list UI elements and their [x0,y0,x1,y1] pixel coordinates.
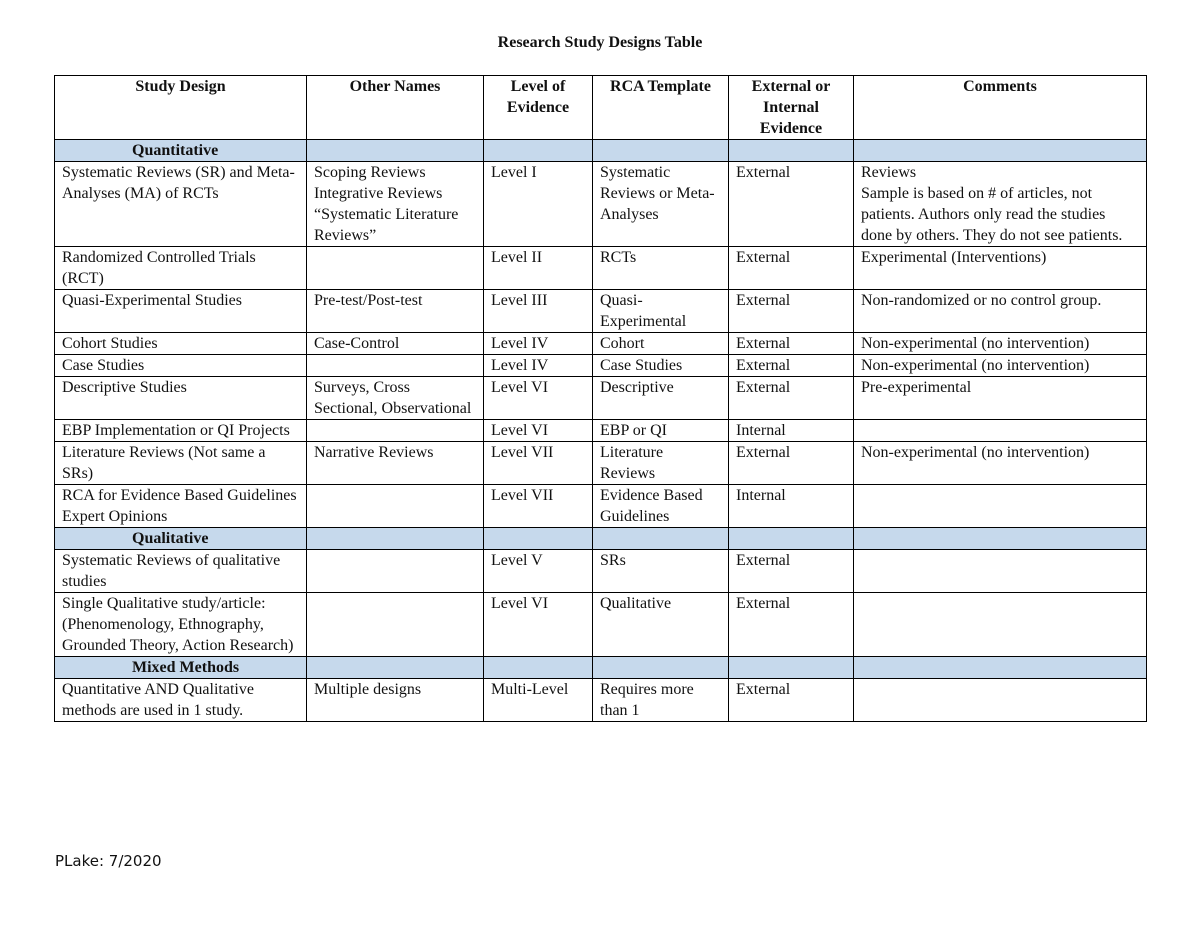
cell-other-names [307,162,484,247]
cell-comments [854,333,1147,355]
cell-rca-template: Quasi-Experimental [593,290,729,333]
cell-rca-template: Evidence Based Guidelines [593,485,729,528]
table-row [55,420,1147,442]
cell-comments [854,162,1147,247]
cell-evidence-source: External [729,679,854,722]
table-row [55,550,1147,593]
cell-rca-template: RCTs [593,247,729,290]
table-row [55,162,1147,247]
cell-comments [854,377,1147,420]
section-row [55,657,1147,679]
cell-rca-template: Literature Reviews [593,442,729,485]
cell-level: Level III [484,290,593,333]
study-designs-table [54,75,1147,722]
cell-rca-template: Systematic Reviews or Meta-Analyses [593,162,729,247]
table-body [55,140,1147,722]
section-fill-cell [729,140,854,162]
table-row [55,377,1147,420]
cell-other-names-line: Surveys, Cross Sectional, Observational [314,379,472,417]
cell-study-design: Descriptive Studies [55,377,307,420]
cell-study-design: Quantitative AND Qualitative methods are used in 1 study. [55,679,307,722]
section-fill-cell [854,528,1147,550]
cell-other-names [307,442,484,485]
cell-comments-line: Non-randomized or no control group. [861,292,1102,309]
section-fill-cell [307,140,484,162]
cell-rca-template: Cohort [593,333,729,355]
cell-comments [854,679,1147,722]
section-fill-cell [484,657,593,679]
table-row [55,290,1147,333]
cell-level: Level IV [484,355,593,377]
header-external-internal: External or Internal Evidence [729,76,854,140]
cell-rca-template: Requires more than 1 [593,679,729,722]
cell-evidence-source: External [729,550,854,593]
cell-other-names-line: “Systematic Literature Reviews” [314,206,459,244]
section-row [55,528,1147,550]
cell-rca-template: SRs [593,550,729,593]
cell-other-names [307,333,484,355]
cell-level: Level V [484,550,593,593]
cell-other-names-line: Narrative Reviews [314,444,434,461]
cell-study-design: RCA for Evidence Based Guidelines Expert Opinions [55,485,307,528]
cell-rca-template: Case Studies [593,355,729,377]
section-row [55,140,1147,162]
cell-evidence-source: External [729,442,854,485]
cell-comments-line: Non-experimental (no intervention) [861,357,1090,374]
cell-level: Level IV [484,333,593,355]
section-fill-cell [729,528,854,550]
cell-level: Level I [484,162,593,247]
cell-evidence-source: External [729,162,854,247]
table-row [55,485,1147,528]
cell-comments [854,485,1147,528]
cell-comments [854,355,1147,377]
section-label: Mixed Methods [55,657,307,679]
footer-author-date: PLake: 7/2020 [55,852,162,870]
cell-other-names-line: Case-Control [314,335,400,352]
cell-rca-template: EBP or QI [593,420,729,442]
section-fill-cell [307,528,484,550]
section-fill-cell [593,657,729,679]
cell-comments-line: Sample is based on # of articles, not patients. Authors only read the studies done by others. They do not see patients. [861,185,1123,244]
cell-comments-line: Reviews [861,164,917,181]
table-row [55,593,1147,657]
header-comments: Comments [854,76,1147,140]
table-row [55,355,1147,377]
cell-other-names-line: Multiple designs [314,681,422,698]
cell-comments [854,420,1147,442]
cell-comments-line: Experimental (Interventions) [861,249,1047,266]
table-header-row [55,76,1147,140]
header-rca-template: RCA Template [593,76,729,140]
cell-other-names [307,420,484,442]
cell-other-names [307,485,484,528]
section-fill-cell [484,528,593,550]
cell-evidence-source: External [729,290,854,333]
cell-comments [854,593,1147,657]
cell-rca-template: Qualitative [593,593,729,657]
cell-level: Level VI [484,593,593,657]
cell-evidence-source: External [729,333,854,355]
cell-evidence-source: Internal [729,420,854,442]
cell-level: Level VII [484,442,593,485]
section-fill-cell [484,140,593,162]
cell-comments-line: Pre-experimental [861,379,972,396]
cell-comments [854,247,1147,290]
section-fill-cell [593,140,729,162]
header-other-names: Other Names [307,76,484,140]
cell-comments-line: Non-experimental (no intervention) [861,335,1090,352]
cell-level: Level VI [484,420,593,442]
cell-other-names-line: Scoping Reviews [314,164,426,181]
cell-rca-template: Descriptive [593,377,729,420]
cell-study-design: Randomized Controlled Trials (RCT) [55,247,307,290]
section-label: Qualitative [55,528,307,550]
cell-study-design: Systematic Reviews (SR) and Meta-Analyses (MA) of RCTs [55,162,307,247]
cell-evidence-source: External [729,377,854,420]
cell-evidence-source: External [729,355,854,377]
cell-level: Level VI [484,377,593,420]
cell-level: Level II [484,247,593,290]
cell-study-design: EBP Implementation or QI Projects [55,420,307,442]
cell-study-design: Quasi-Experimental Studies [55,290,307,333]
cell-other-names [307,247,484,290]
section-fill-cell [854,140,1147,162]
section-fill-cell [854,657,1147,679]
cell-other-names [307,593,484,657]
cell-comments [854,550,1147,593]
cell-study-design: Literature Reviews (Not same a SRs) [55,442,307,485]
section-fill-cell [729,657,854,679]
cell-evidence-source: Internal [729,485,854,528]
header-level-of-evidence: Level of Evidence [484,76,593,140]
cell-study-design: Systematic Reviews of qualitative studies [55,550,307,593]
cell-evidence-source: External [729,593,854,657]
table-row [55,247,1147,290]
cell-comments-line: Non-experimental (no intervention) [861,444,1090,461]
document-title: Research Study Designs Table [497,34,703,51]
cell-other-names [307,290,484,333]
cell-study-design: Single Qualitative study/article: (Phenomenology, Ethnography, Grounded Theory, Action Research) [55,593,307,657]
table-row [55,333,1147,355]
cell-level: Multi-Level [484,679,593,722]
cell-study-design: Case Studies [55,355,307,377]
table-row [55,442,1147,485]
cell-other-names [307,679,484,722]
cell-other-names-line: Pre-test/Post-test [314,292,423,309]
header-study-design: Study Design [55,76,307,140]
section-fill-cell [593,528,729,550]
table-row [55,679,1147,722]
cell-comments [854,442,1147,485]
cell-comments [854,290,1147,333]
cell-other-names [307,355,484,377]
cell-level: Level VII [484,485,593,528]
cell-study-design: Cohort Studies [55,333,307,355]
cell-other-names [307,377,484,420]
cell-other-names [307,550,484,593]
section-label: Quantitative [55,140,307,162]
section-fill-cell [307,657,484,679]
cell-other-names-line: Integrative Reviews [314,185,443,202]
cell-evidence-source: External [729,247,854,290]
